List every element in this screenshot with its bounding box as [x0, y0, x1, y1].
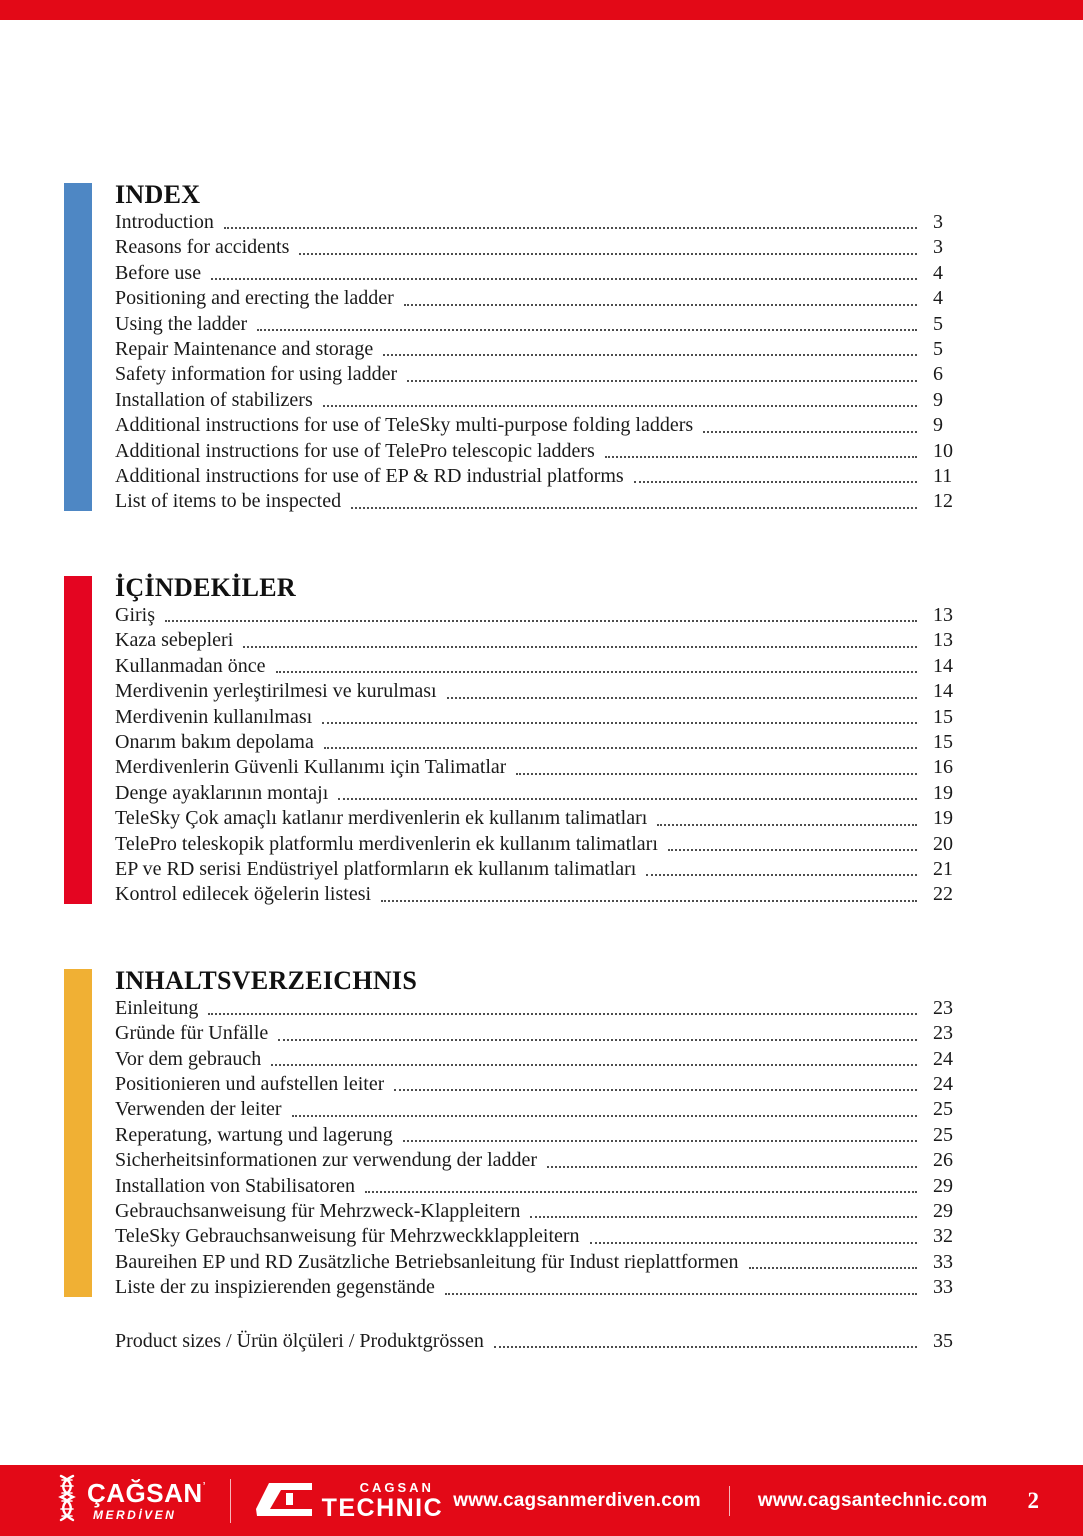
toc-entry-page: 23 [933, 1022, 953, 1045]
toc-entry-page: 15 [933, 705, 953, 728]
toc-entry-page: 9 [933, 388, 943, 411]
toc-entry-product-sizes [115, 1329, 975, 1354]
dot-leader [224, 227, 917, 229]
toc-entry-page: 10 [933, 439, 953, 462]
toc-entry-page: 5 [933, 312, 943, 335]
toc-entry-label: Kaza sebepleri [115, 629, 234, 652]
dna-helix-icon [55, 1473, 79, 1528]
section-title-icindekiler: İÇİNDEKİLER [115, 572, 297, 602]
dot-leader [447, 697, 917, 699]
toc-entries-english [115, 210, 975, 515]
dot-leader [646, 874, 917, 876]
toc-entries-german [115, 996, 975, 1301]
toc-entry-label: Kullanmadan önce [115, 654, 266, 677]
footer-bar [0, 1465, 1083, 1536]
toc-entry-label: Reperatung, wartung und lagerung [115, 1123, 393, 1146]
toc-entry [115, 1199, 975, 1224]
dot-leader [271, 1064, 917, 1066]
dot-leader [383, 354, 917, 356]
dot-leader [657, 824, 917, 826]
dot-leader [749, 1267, 917, 1269]
dot-leader [324, 747, 917, 749]
dot-leader [394, 1089, 917, 1091]
toc-entry-page: 4 [933, 287, 943, 310]
toc-entry [115, 413, 975, 438]
toc-entry [115, 1174, 975, 1199]
dot-leader [276, 671, 918, 673]
toc-entry-page: 23 [933, 996, 953, 1019]
toc-entry-label: Denge ayaklarının montajı [115, 781, 329, 804]
section-color-bar-yellow [64, 969, 92, 1297]
toc-entry [115, 781, 975, 806]
toc-entry-page: 26 [933, 1149, 953, 1172]
dot-leader [243, 646, 917, 648]
toc-entry-label: Merdivenlerin Güvenli Kullanımı için Talimatlar [115, 756, 507, 779]
toc-entry [115, 603, 975, 628]
toc-entry [115, 1148, 975, 1173]
toc-entry-page: 35 [933, 1329, 953, 1352]
toc-entry [115, 628, 975, 653]
dot-leader [257, 329, 917, 331]
section-title-index: INDEX [115, 180, 201, 209]
dot-leader [407, 380, 917, 382]
dot-leader [634, 481, 917, 483]
dot-leader [323, 405, 917, 407]
toc-entry [115, 489, 975, 514]
dot-leader [703, 431, 917, 433]
toc-entry-page: 20 [933, 832, 953, 855]
toc-entry [115, 1021, 975, 1046]
toc-entry [115, 286, 975, 311]
toc-entry [115, 312, 975, 337]
dot-leader [404, 304, 917, 306]
dot-leader [351, 507, 917, 509]
toc-entry [115, 261, 975, 286]
toc-entry-page: 11 [933, 465, 953, 488]
toc-entry-page: 13 [933, 603, 953, 626]
toc-entry [115, 1097, 975, 1122]
dot-leader [530, 1216, 917, 1218]
toc-entry-label: Verwenden der leiter [115, 1098, 282, 1121]
toc-entry-label: Kontrol edilecek öğelerin listesi [115, 883, 372, 906]
toc-entry-page: 9 [933, 414, 943, 437]
brand2-bottom-label: TECHNIC [321, 1493, 444, 1522]
section-title-inhaltsverzeichnis: INHALTSVERZEICHNIS [115, 965, 418, 995]
toc-entry-label: Product sizes / Ürün ölçüleri / Produktgrössen [115, 1329, 484, 1352]
technic-monogram-icon [255, 1479, 313, 1522]
toc-section-german [64, 966, 975, 1301]
footer-url-divider [729, 1486, 730, 1516]
toc-entry-page: 16 [933, 756, 953, 779]
dot-leader [445, 1293, 917, 1295]
toc-entry-label: Liste der zu inspizierenden gegenstände [115, 1276, 435, 1299]
dot-leader [381, 900, 917, 902]
dot-leader [165, 620, 917, 622]
toc-entry [115, 210, 975, 235]
toc-entry-label: Additional instructions for use of TeleSky multi-purpose folding ladders [115, 414, 694, 437]
toc-entry-page: 25 [933, 1098, 953, 1121]
toc-entry [115, 362, 975, 387]
section-color-bar-blue [64, 183, 92, 511]
page-number: 2 [1027, 1487, 1039, 1513]
toc-entry-page: 29 [933, 1174, 953, 1197]
dot-leader [605, 456, 917, 458]
brand-name: ÇAĞSAN’ [87, 1478, 206, 1508]
toc-entry-page: 24 [933, 1047, 953, 1070]
toc-entry-label: Reasons for accidents [115, 236, 290, 259]
toc-entry-label: Installation von Stabilisatoren [115, 1174, 355, 1197]
dot-leader [403, 1140, 917, 1142]
toc-entry-page: 6 [933, 363, 943, 386]
toc-entry [115, 337, 975, 362]
toc-entry [115, 235, 975, 260]
toc-entry [115, 1275, 975, 1300]
dot-leader [338, 798, 917, 800]
toc-entry [115, 1072, 975, 1097]
toc-entry-page: 25 [933, 1123, 953, 1146]
toc-entry-label: Einleitung [115, 996, 199, 1019]
toc-entry-label: Installation of stabilizers [115, 388, 313, 411]
toc-entry-page: 14 [933, 680, 953, 703]
toc-entry-page: 5 [933, 338, 943, 361]
toc-entry [115, 1047, 975, 1072]
dot-leader [494, 1346, 917, 1348]
dot-leader [292, 1115, 917, 1117]
cagsan-technic-logo [255, 1479, 444, 1522]
toc-entry-label: Using the ladder [115, 312, 248, 335]
toc-entry [115, 388, 975, 413]
toc-entry [115, 1224, 975, 1249]
toc-entry-label: Positioning and erecting the ladder [115, 287, 394, 310]
toc-entry-label: Merdivenin yerleştirilmesi ve kurulması [115, 680, 437, 703]
toc-entry-page: 3 [933, 211, 943, 233]
toc-entry-page: 4 [933, 261, 943, 284]
toc-entry-page: 13 [933, 629, 953, 652]
dot-leader [516, 773, 917, 775]
toc-section-turkish [64, 573, 975, 908]
website-link-merdiven[interactable]: www.cagsanmerdiven.com [453, 1489, 701, 1511]
toc-entry-label: Additional instructions for use of EP & RD industrial platforms [115, 465, 624, 488]
dot-leader [211, 278, 917, 280]
toc-entry-label: TeleSky Gebrauchsanweisung für Mehrzweckklappleitern [115, 1225, 580, 1248]
table-of-contents [0, 20, 1083, 1354]
top-accent-bar [0, 0, 1083, 20]
toc-entry [115, 730, 975, 755]
toc-entry-page: 22 [933, 883, 953, 906]
toc-entry [115, 806, 975, 831]
dot-leader [322, 722, 917, 724]
toc-entry-page: 24 [933, 1072, 953, 1095]
toc-entry [115, 705, 975, 730]
toc-entry [115, 996, 975, 1021]
dot-leader [547, 1166, 917, 1168]
footer-websites [453, 1486, 987, 1516]
toc-entry-page: 32 [933, 1225, 953, 1248]
toc-entry-page: 14 [933, 654, 953, 677]
toc-entry [115, 832, 975, 857]
toc-entry-page: 15 [933, 730, 953, 753]
toc-entry-page: 19 [933, 807, 953, 830]
toc-entry [115, 464, 975, 489]
toc-entry-label: EP ve RD serisi Endüstriyel platformların ek kullanım talimatları [115, 857, 637, 880]
cagsan-merdiven-logo [55, 1473, 206, 1528]
toc-entry-page: 3 [933, 236, 943, 259]
toc-entry-page: 29 [933, 1200, 953, 1222]
toc-entry [115, 439, 975, 464]
dot-leader [278, 1039, 917, 1041]
toc-entry-label: Additional instructions for use of TelePro telescopic ladders [115, 439, 595, 462]
toc-entry-label: Gebrauchsanweisung für Mehrzweck-Klappleitern [115, 1200, 521, 1222]
toc-entry-label: Repair Maintenance and storage [115, 338, 374, 361]
website-link-technic[interactable]: www.cagsantechnic.com [757, 1489, 988, 1511]
toc-entry-label: Positionieren und aufstellen leiter [115, 1072, 385, 1095]
toc-entry-page: 21 [933, 857, 953, 880]
toc-entry-label: Baureihen EP und RD Zusätzliche Betriebsanleitung für Indust rieplattformen [115, 1250, 739, 1273]
toc-entry-page: 33 [933, 1250, 953, 1273]
toc-entry-label: Gründe für Unfälle [115, 1022, 269, 1045]
toc-entry [115, 679, 975, 704]
toc-entry [115, 1123, 975, 1148]
toc-entry-label: Sicherheitsinformationen zur verwendung der ladder [115, 1149, 538, 1172]
toc-entry-page: 19 [933, 781, 953, 804]
toc-entry-label: Safety information for using ladder [115, 363, 398, 386]
dot-leader [590, 1242, 917, 1244]
toc-entry-label: Giriş [115, 603, 155, 626]
toc-entry-label: Onarım bakım depolama [115, 730, 314, 753]
toc-entry [115, 1250, 975, 1275]
dot-leader [668, 849, 917, 851]
toc-entry [115, 882, 975, 907]
toc-entry-label: TelePro teleskopik platformlu merdivenlerin ek kullanım talimatları [115, 832, 658, 855]
toc-entry [115, 755, 975, 780]
dot-leader [299, 253, 917, 255]
toc-entry-label: Merdivenin kullanılması [115, 705, 313, 728]
brand-subtitle: MERDİVEN [93, 1508, 177, 1522]
toc-entry-label: List of items to be inspected [115, 490, 342, 513]
trademark-mark: ’ [202, 1479, 206, 1494]
toc-entry-label: Introduction [115, 211, 214, 233]
toc-entry-label: Before use [115, 261, 202, 284]
toc-entry-label: TeleSky Çok amaçlı katlanır merdivenlerin ek kullanım talimatları [115, 807, 648, 830]
toc-entry [115, 857, 975, 882]
footer-logo-divider [230, 1479, 231, 1523]
toc-entries-turkish [115, 603, 975, 908]
toc-entry-page: 33 [933, 1276, 953, 1299]
section-color-bar-red [64, 576, 92, 904]
brand2-top-label: CAGSAN [359, 1479, 434, 1495]
toc-entry [115, 654, 975, 679]
dot-leader [365, 1191, 917, 1193]
toc-entry-page: 12 [933, 490, 953, 513]
dot-leader [208, 1013, 917, 1015]
toc-section-english [64, 180, 975, 515]
toc-entry-label: Vor dem gebrauch [115, 1047, 262, 1070]
